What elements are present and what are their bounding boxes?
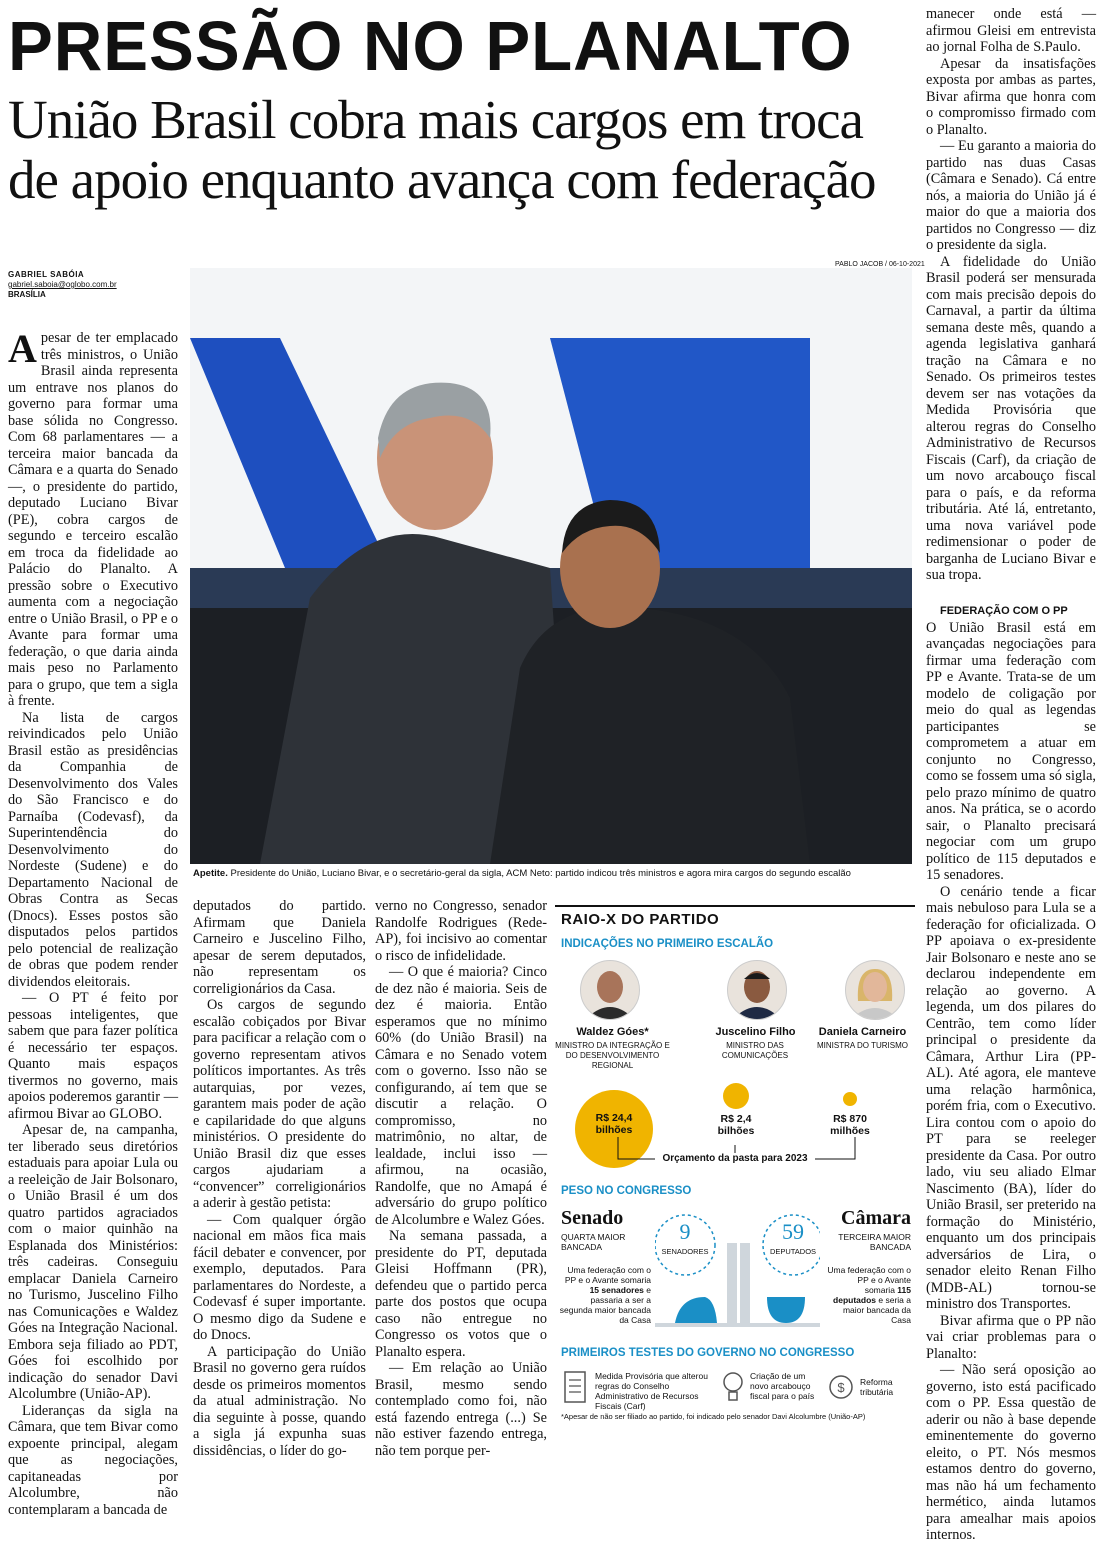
person-icon — [846, 961, 904, 1019]
person-role: MINISTRA DO TURISMO — [817, 1041, 908, 1050]
budget-amount: R$ 24,4 — [595, 1112, 633, 1124]
person-icon — [581, 961, 639, 1019]
senado-rank: QUARTA MAIOR BANCADA — [561, 1232, 626, 1252]
person-icon — [728, 961, 786, 1019]
section-subhead: FEDERAÇÃO COM O PP — [940, 605, 1068, 617]
paragraph: O cenário tende a ficar mais nebuloso para Lula se a federação for oficializada. O PP apoiava o ex-presidente Jair Bolsonaro e neste ano se declarou independente em relação ao governo. A legenda, um dos pilares do Centrão, tem como líder principal o presidente da Câmara, Arthur Lira (PP-AL). Até agora, ele manteve uma relação harmônica, porém fria, com o Executivo. Lira contou com o apoio do PT para se reeleger presidente da Casa. Por outro lado, viu seu aliado Elmar Nascimento (BA), líder do União Brasil, ser preterido na formação do Ministério, enquanto um dos principais adversários de Lira, o senador eleito Renan Filho (MDB-AL) tornou-se ministro dos Transportes. — [926, 883, 1096, 1312]
paragraph: A fidelidade do União Brasil poderá ser mensurada com mais precisão depois do Carnaval, a partir da última semana deste mês, quando a agenda legislativa ganhará tração na Câmara e no Senado. Os primeiros testes devem ser nas votações da Medida Provisória que alterou regras do Conselho Administrativo de Recursos Fiscais (Carf), da criação de um novo arcabouço fiscal para o país, e da reforma tributária. Até lá, entretanto, uma nova variável pode redimensionar o poder de barganha de Luciano Bivar e sua tropa. — [926, 253, 1096, 583]
paragraph-text: pesar de ter emplacado três ministros, o União Brasil ainda representa um entrave nos planos do governo para formar uma base sólida no Congresso. Com 68 parlamentares — a terceira maior bancada da Câmara e a quarta do Senado —, o presidente do partido, deputado Luciano Bivar (PE), cobra cargos de segundo e terceiro escalão em troca da fidelidade ao Palácio do Planalto. A pressão sobre o Executivo aumenta com a negociação entre o União Brasil, o PP e o Avante para formar uma federação, o que daria ainda mais peso no Parlamento para o grupo, que tem a sigla à frente. — [8, 330, 178, 709]
headline: União Brasil cobra mais cargos em troca de apoio enquanto avança com federação — [8, 89, 876, 210]
senado-count: 9 — [679, 1219, 691, 1244]
budget-amount: R$ 2,4 — [720, 1113, 752, 1125]
photo-credit: PABLO JACOB / 06-10-2021 — [835, 261, 925, 268]
senado-text-b: 15 senadores — [589, 1285, 644, 1295]
svg-text:$: $ — [837, 1380, 845, 1395]
test-label: Reforma tributária — [860, 1377, 894, 1397]
paragraph: A participação do União Brasil no governo gera ruídos desde os primeiros momentos da atual administração. No dia seguinte à posse, quando a sigla já expunha suas dissidências, o líder do go- — [193, 1343, 366, 1459]
senado-text-a: Uma federação com o PP e o Avante somaria — [564, 1265, 651, 1285]
byline-city: BRASÍLIA — [8, 290, 46, 299]
drop-cap: A — [8, 326, 37, 371]
document-icon — [563, 1370, 589, 1406]
budget-circle-juscelino — [723, 1083, 749, 1109]
paragraph: — Eu garanto a maioria do partido nas duas Casas (Câmara e Senado). Cá entre nós, a maioria do União já é maior do que a maioria dos partidos no Congresso — diz o presidente da sigla. — [926, 138, 1096, 253]
kicker: PRESSÃO NO PLANALTO — [8, 7, 853, 85]
budget-circle-daniela — [843, 1092, 857, 1106]
person-name: Juscelino Filho — [715, 1026, 796, 1038]
paragraph: Na lista de cargos reivindicados pelo União Brasil estão as presidências da Companhia de Desenvolvimento dos Vales do São Francisco e do Parnaíba (Codevasf), da Superintendência do Desenvolvimento do Nordeste (Sudene) e do Departamento Nacional de Obras Contra as Secas (Dnocs). Esses postos são disputados pelos partidos pelo potencial de realização de obras que podem render dividendos eleitorais. — [8, 709, 178, 990]
camara-text — [825, 1265, 911, 1325]
camara-count-label: DEPUTADOS — [769, 1247, 817, 1256]
budget-value — [817, 1113, 883, 1137]
article-column-4-continued — [926, 603, 1096, 1544]
article-column-1 — [8, 326, 178, 1518]
paragraph: — Não será oposição ao governo, isto está pacificado com o PP. Essa questão de aderir ou não à base depende eminentemente do governo eleito, o PT. Nós mesmos estamos dentro do governo, mas não há um fechamento hermético, ainda lutamos para amealhar mais apoios internos. — [926, 1362, 1096, 1543]
paragraph — [8, 326, 178, 710]
paragraph: — O PT é feito por pessoas inteligentes, que sabem que para fazer política é necessário ter espaços. Quanto mais espaços tivermos no governo, mais apoios poderemos garantir — afirmou Bivar ao GLOBO. — [8, 990, 178, 1122]
budget-label: Orçamento da pasta para 2023 — [655, 1153, 815, 1164]
paragraph: verno no Congresso, senador Randolfe Rodrigues (Rede-AP), foi incisivo ao comentar o risco de infidelidade. — [375, 898, 547, 964]
paragraph: O União Brasil está em avançadas negociações para firmar uma federação com PP e Avante. Trata-se de um modelo de coligação por meio do qual as legendas participantes se comprometem a atuar em conjunto no Congresso, como se fossem uma só sigla, pelo prazo mínimo de quatro anos. Na prática, se o acordo sair, o Planalto precisará negociar com um grupo político de 115 deputados e 15 senadores. — [926, 619, 1096, 883]
camara-rank: TERCEIRA MAIOR BANCADA — [838, 1232, 911, 1252]
test-label: Medida Provisória que alterou regras do Conselho Administrativo de Recursos Fiscais (Carf) — [595, 1371, 708, 1411]
paragraph: Na semana passada, a presidente do PT, deputada Gleisi Hoffmann (PR), defendeu que o partido perca parte dos postos que ocupa caso não entregue no Congresso os votos que o Planalto espera. — [375, 1228, 547, 1360]
person-name: Daniela Carneiro — [818, 1026, 907, 1038]
budget-value — [701, 1113, 771, 1137]
camara-text-b: 115 deputados — [833, 1285, 911, 1305]
camara-title: Câmara — [841, 1207, 911, 1229]
budget-amount: R$ 870 — [833, 1113, 867, 1125]
paragraph: — Com qualquer órgão nacional em mãos fica mais fácil debater e convencer, por exemplo, deputados. Para parlamentares do Nordeste, a Codevasf é super importante. O mesmo digo da Sudene e do Dnocs. — [193, 1211, 366, 1343]
lightbulb-icon — [720, 1370, 746, 1406]
person-name: Waldez Góes* — [576, 1026, 649, 1038]
byline — [8, 270, 117, 300]
paragraph: — O que é maioria? Cinco de dez não é maioria. Seis de dez é maioria. Então esperamos que no mínimo 60% (do União Brasil) na Câmara e no Senado votem com o governo. Isso não se configurando, aí tem que se discutir a relação. O compromisso, no matrimônio, no altar, de lealdade, inclui isso — afirmou, na ocasião, Randolfe, que no Amapá é adversário do grupo político de Alcolumbre e Walez Góes. — [375, 964, 547, 1228]
budget-unit: milhões — [830, 1125, 870, 1137]
photo-illustration — [190, 268, 912, 864]
infobox-title: RAIO-X DO PARTIDO — [561, 911, 720, 928]
section-indicacoes: INDICAÇÕES NO PRIMEIRO ESCALÃO — [561, 938, 774, 950]
byline-author: GABRIEL SABÓIA — [8, 270, 85, 279]
caption-lead: Apetite. — [193, 868, 228, 879]
senado-text — [559, 1265, 651, 1325]
person-role: MINISTRO DA INTEGRAÇÃO E DO DESENVOLVIMENTO REGIONAL — [555, 1041, 670, 1070]
article-column-2 — [193, 898, 366, 1459]
avatar-juscelino — [727, 960, 787, 1020]
infobox-footnote: *Apesar de não ser filiado ao partido, foi indicado pelo senador Davi Alcolumbre (União-AP) — [561, 1412, 866, 1421]
senado-count-label: SENADORES — [661, 1247, 709, 1256]
budget-unit: bilhões — [717, 1125, 755, 1137]
budget-unit: bilhões — [595, 1124, 633, 1136]
article-column-3 — [375, 898, 547, 1459]
paragraph: Os cargos de segundo escalão cobiçados por Bivar para pacificar a relação com o governo representam ativos políticos importantes. As três autarquias, por vezes, garantem mais poder de ação e capilaridade do que alguns ministérios. O presidente do União Brasil diz que esses cargos ajudariam a “convencer” correligionários a aderir à gestão petista: — [193, 997, 366, 1211]
senado-text-c: e passaria a ser a segunda maior bancada da Casa — [559, 1285, 651, 1325]
dollar-cycle-icon — [827, 1373, 855, 1401]
article-photo — [190, 268, 912, 864]
camara-text-c: e seria a maior bancada da Casa — [842, 1295, 911, 1325]
paragraph: Apesar de, na campanha, ter liberado seus diretórios estaduais para apoiar Lula ou a reeleição de Jair Bolsonaro, o União Brasil é um dos quatro partidos agraciados com o maior quinhão na Esplanada dos Ministérios: três cadeiras. Conseguiu emplacar Daniela Carneiro no Turismo, Juscelino Filho nas Comunicações e Waldez Góes na Integração Nacional. Embora seja filiado ao PDT, Góes foi escolhido por indicação do senador Davi Alcolumbre (União-AP). — [8, 1122, 178, 1402]
section-testes: PRIMEIROS TESTES DO GOVERNO NO CONGRESSO — [561, 1347, 855, 1359]
avatar-daniela — [845, 960, 905, 1020]
camara-count: 59 — [782, 1219, 804, 1244]
section-peso: PESO NO CONGRESSO — [561, 1185, 692, 1197]
paragraph: Bivar afirma que o PP não vai criar problemas para o Planalto: — [926, 1312, 1096, 1362]
paragraph: deputados do partido. Afirmam que Daniela Carneiro e Juscelino Filho, apesar de serem deputados, não representam os correligionários da Casa. — [193, 898, 366, 997]
article-column-4 — [926, 6, 1096, 584]
paragraph: manecer onde está — afirmou Gleisi em entrevista ao jornal Folha de S.Paulo. — [926, 6, 1096, 55]
paragraph: — Em relação ao União Brasil, mesmo sendo contemplado como foi, não está fazendo entrega (...) Se não estiver fazendo entrega, não tem porque per- — [375, 1360, 547, 1459]
camara-text-a: Uma federação com o PP e o Avante somaria — [827, 1265, 911, 1295]
byline-email[interactable]: gabriel.saboia@oglobo.com.br — [8, 280, 117, 289]
person-role: MINISTRO DAS COMUNICAÇÕES — [721, 1041, 789, 1060]
paragraph: Apesar da insatisfações exposta por ambas as partes, Bivar afirma que honra com o compromisso firmado com o Planalto. — [926, 55, 1096, 138]
infobox-rule — [555, 905, 915, 907]
photo-caption — [193, 868, 913, 880]
avatar-waldez — [580, 960, 640, 1020]
caption-text: Presidente do União, Luciano Bivar, e o secretário-geral da sigla, ACM Neto: partido indicou três ministros e agora mira cargos do segundo escalão — [227, 868, 851, 879]
budget-value — [575, 1112, 653, 1136]
senado-title: Senado — [561, 1207, 624, 1229]
infobox-raio-x — [555, 905, 915, 1425]
paragraph: Lideranças da sigla na Câmara, que tem Bivar como expoente principal, alegam que as negociações, capitaneadas por Alcolumbre, não contemplaram a bancada de — [8, 1402, 178, 1518]
test-label: Criação de um novo arcabouço fiscal para o país — [750, 1371, 815, 1401]
